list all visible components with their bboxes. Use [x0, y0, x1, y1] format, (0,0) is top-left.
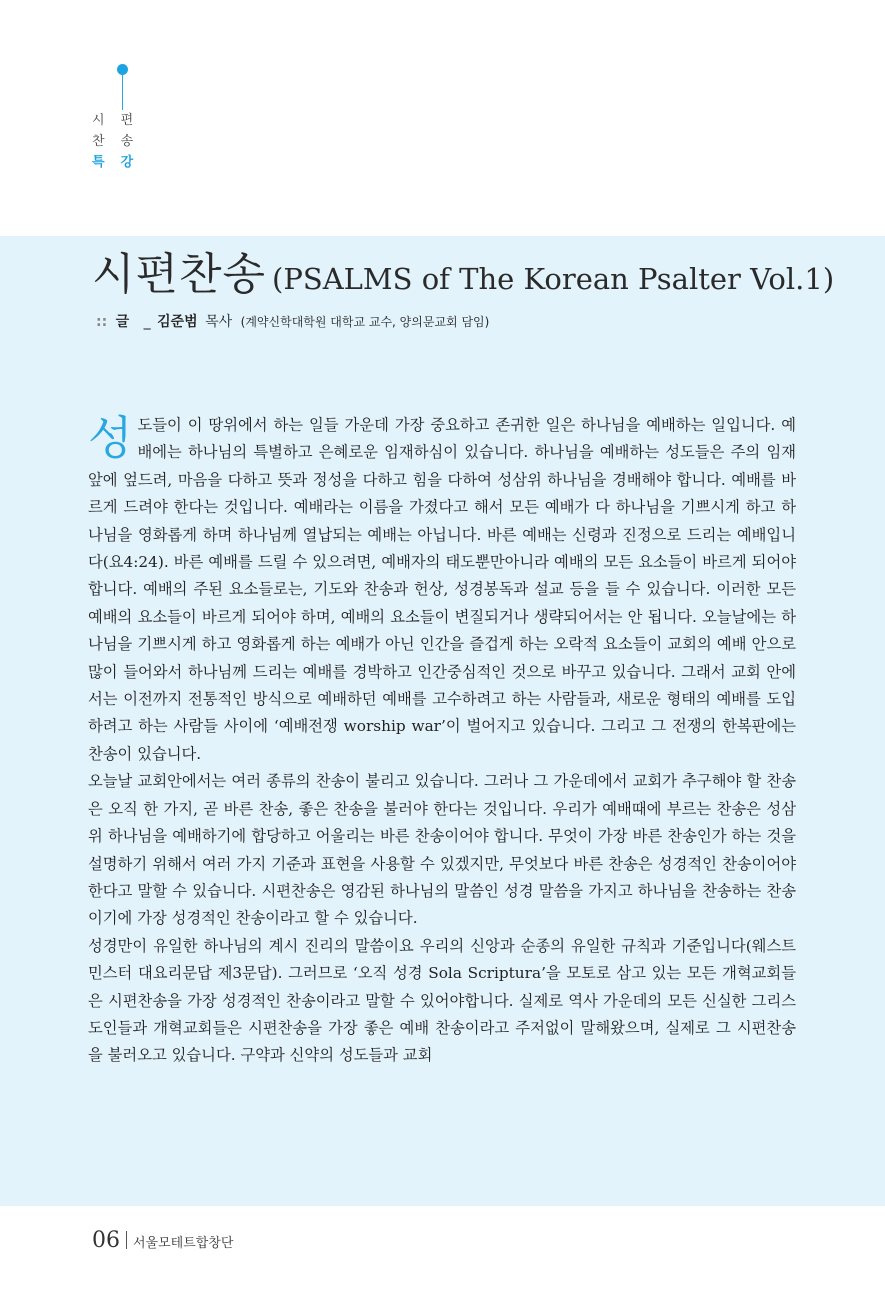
- page-number: 06: [92, 1228, 120, 1253]
- article-title: [92, 238, 834, 302]
- body-paragraph: 오늘날 교회안에서는 여러 종류의 찬송이 불리고 있습니다. 그러나 그 가운데에서 교회가 추구해야 할 찬송은 오직 한 가지, 곧 바른 찬송, 좋은 찬송을 불러야 한다는 것입니다. 우리가 예배때에 부르는 찬송은 성삼위 하나님을 예배하기에 합당하고 어울리는 바른 찬송이어야 합니다. 무엇이 가장 바른 찬송인가 하는 것을 설명하기 위해서 여러 가지 기준과 표현을 사용할 수 있겠지만, 무엇보다 바른 찬송은 성경적인 찬송이어야 한다고 말할 수 있습니다. 시편찬송은 영감된 하나님의 말씀인 성경 말씀을 가지고 하나님을 찬송하는 찬송이기에 가장 성경적인 찬송이라고 할 수 있습니다.: [88, 772, 796, 928]
- page-footer: [92, 1228, 233, 1253]
- section-tag-char: 강: [120, 155, 134, 170]
- article-title-english: (PSALMS of The Korean Psalter Vol.1): [272, 262, 835, 296]
- byline-author: 김준범: [157, 314, 198, 330]
- section-tag-char: 송: [120, 134, 134, 149]
- body-paragraph: [88, 412, 796, 768]
- section-tag-char: 편: [120, 113, 134, 128]
- section-tag-row: [92, 110, 152, 131]
- byline-role: 목사: [205, 314, 233, 330]
- byline-affiliation: (계약신학대학원 대학교 교수, 양의문교회 담임): [240, 315, 490, 329]
- section-tag-row: [92, 131, 152, 152]
- byline-label: 글: [115, 314, 130, 330]
- body-paragraph: 성경만이 유일한 하나님의 계시 진리의 말씀이요 우리의 신앙과 순종의 유일한 규칙과 기준입니다(웨스트민스터 대요리문답 제3문답). 그러므로 ‘오직 성경 Sola Scriptura’을 모토로 삼고 있는 모든 개혁교회들은 시편찬송을 가장 성경적인 찬송이라고 말할 수 있어야합니다. 실제로 역사 가운데의 모든 신실한 그리스도인들과 개혁교회들은 시편찬송을 가장 좋은 예배 찬송이라고 주저없이 말해왔으며, 실제로 그 시편찬송을 불러오고 있습니다. 구약과 신약의 성도들과 교회: [88, 936, 796, 1065]
- section-marker-line: [122, 70, 123, 110]
- footer-divider: [126, 1231, 127, 1249]
- byline-separator: _: [143, 314, 151, 330]
- byline: [96, 311, 489, 331]
- article-title-korean: 시편찬송: [92, 249, 267, 300]
- section-tag-char: 특: [92, 155, 105, 170]
- byline-marks: ::: [96, 314, 108, 330]
- drop-cap: 성: [88, 411, 133, 465]
- section-tag-char: 찬: [92, 134, 105, 149]
- section-tag: [92, 110, 152, 173]
- section-tag-row-highlight: [92, 152, 152, 173]
- section-marker-dot: [117, 64, 128, 75]
- article-body: [88, 412, 796, 1070]
- section-tag-char: 시: [92, 113, 105, 128]
- body-paragraph-text: 도들이 이 땅위에서 하는 일들 가운데 가장 중요하고 존귀한 일은 하나님을 예배하는 일입니다. 예배에는 하나님의 특별하고 은혜로운 임재하심이 있습니다. 하나님을 예배하는 성도들은 주의 임재 앞에 엎드려, 마음을 다하고 뜻과 정성을 다하고 힘을 다하여 성삼위 하나님을 경배해야 합니다. 예배를 바르게 드려야 한다는 것입니다. 예배라는 이름을 가졌다고 해서 모든 예배가 다 하나님을 기쁘시게 하고 하나님을 영화롭게 하며 하나님께 열납되는 예배는 아닙니다. 바른 예배는 신령과 진정으로 드리는 예배입니다(요4:24). 바른 예배를 드릴 수 있으려면, 예배자의 태도뿐만아니라 예배의 모든 요소들이 바르게 되어야 합니다. 예배의 주된 요소들로는, 기도와 찬송과 헌상, 성경봉독과 설교 등을 들 수 있습니다. 이러한 모든 예배의 요소들이 바르게 되어야 하며, 예배의 요소들이 변질되거나 생략되어서는 안 됩니다. 오늘날에는 하나님을 기쁘시게 하고 영화롭게 하는 예배가 아닌 인간을 즐겁게 하는 오락적 요소들이 교회의 예배 안으로 많이 들어와서 하나님께 드리는 예배를 경박하고 인간중심적인 것으로 바꾸고 있습니다. 그래서 교회 안에서는 이전까지 전통적인 방식으로 예배하던 예배를 고수하려고 하는 사람들과, 새로운 형태의 예배를 도입하려고 하는 사람들 사이에 ‘예배전쟁 worship war’이 벌어지고 있습니다. 그리고 그 전쟁의 한복판에는 찬송이 있습니다.: [88, 416, 796, 763]
- publication-name: 서울모테트합창단: [133, 1236, 234, 1251]
